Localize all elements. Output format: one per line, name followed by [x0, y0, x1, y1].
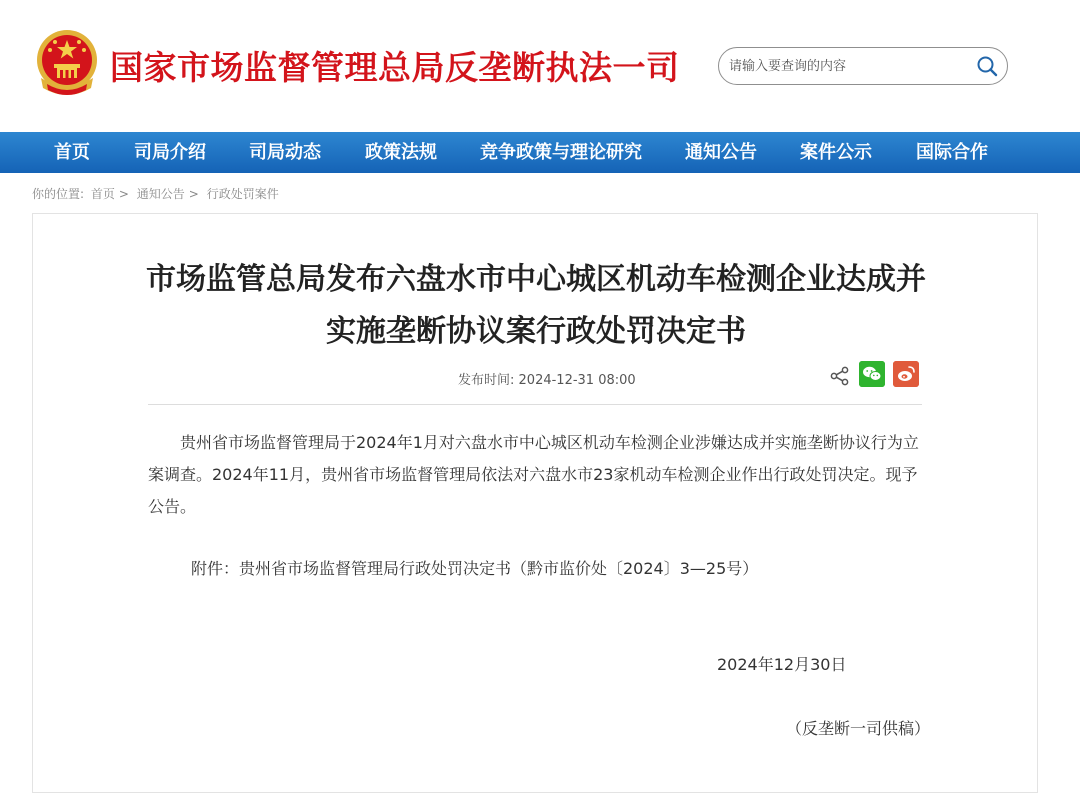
nav-item-policy[interactable]: 政策法规: [365, 142, 437, 163]
share-icon[interactable]: [829, 365, 851, 387]
breadcrumb: [32, 185, 282, 202]
nav-item-news[interactable]: 司局动态: [249, 142, 321, 163]
article-card: [32, 213, 1038, 793]
breadcrumb-prefix: 你的位置:: [32, 187, 85, 201]
nav-item-about[interactable]: 司局介绍: [134, 142, 206, 163]
nav-item-research[interactable]: 竞争政策与理论研究: [480, 142, 642, 163]
article-title: [33, 254, 1039, 358]
publish-time-value: 2024-12-31 08:00: [518, 373, 636, 388]
national-emblem-icon[interactable]: [33, 28, 101, 100]
breadcrumb-home[interactable]: 首页: [90, 187, 115, 201]
main-nav: [0, 132, 1080, 173]
breadcrumb-separator: >: [188, 187, 199, 201]
article-source: （反垄断一司供稿）: [786, 719, 931, 738]
site-title[interactable]: 国家市场监督管理总局反垄断执法一司: [110, 48, 680, 87]
article-title-line-2: 实施垄断协议案行政处罚决定书: [326, 314, 746, 349]
breadcrumb-separator: >: [118, 187, 129, 201]
sign-date: 2024年12月30日: [717, 655, 847, 674]
article-paragraph: 贵州省市场监督管理局于2024年1月对六盘水市中心城区机动车检测企业涉嫌达成并实施垄断协议行为立案调查。2024年11月，贵州省市场监督管理局依法对六盘水市23家机动车检测企业作出行政处罚决定。现予公告。: [148, 433, 919, 516]
site-header: [0, 0, 1080, 132]
breadcrumb-notices[interactable]: 通知公告: [136, 187, 185, 201]
weibo-icon[interactable]: [893, 361, 919, 387]
search-icon[interactable]: [975, 54, 999, 78]
search-box: [718, 47, 1008, 85]
attachment-link[interactable]: 附件：贵州省市场监督管理局行政处罚决定书（黔市监价处〔2024〕3—25号）: [191, 559, 759, 578]
publish-time: [458, 369, 636, 388]
search-input[interactable]: [729, 56, 964, 76]
nav-item-cases[interactable]: 案件公示: [800, 142, 872, 163]
nav-item-notices[interactable]: 通知公告: [685, 142, 757, 163]
nav-item-home[interactable]: 首页: [54, 142, 90, 163]
nav-item-international[interactable]: 国际合作: [916, 142, 988, 163]
wechat-icon[interactable]: [859, 361, 885, 387]
title-divider: [148, 404, 922, 405]
publish-time-label: 发布时间:: [458, 373, 515, 388]
article-title-line-1: 市场监管总局发布六盘水市中心城区机动车检测企业达成并: [146, 262, 926, 297]
breadcrumb-penalty-cases[interactable]: 行政处罚案件: [206, 187, 279, 201]
